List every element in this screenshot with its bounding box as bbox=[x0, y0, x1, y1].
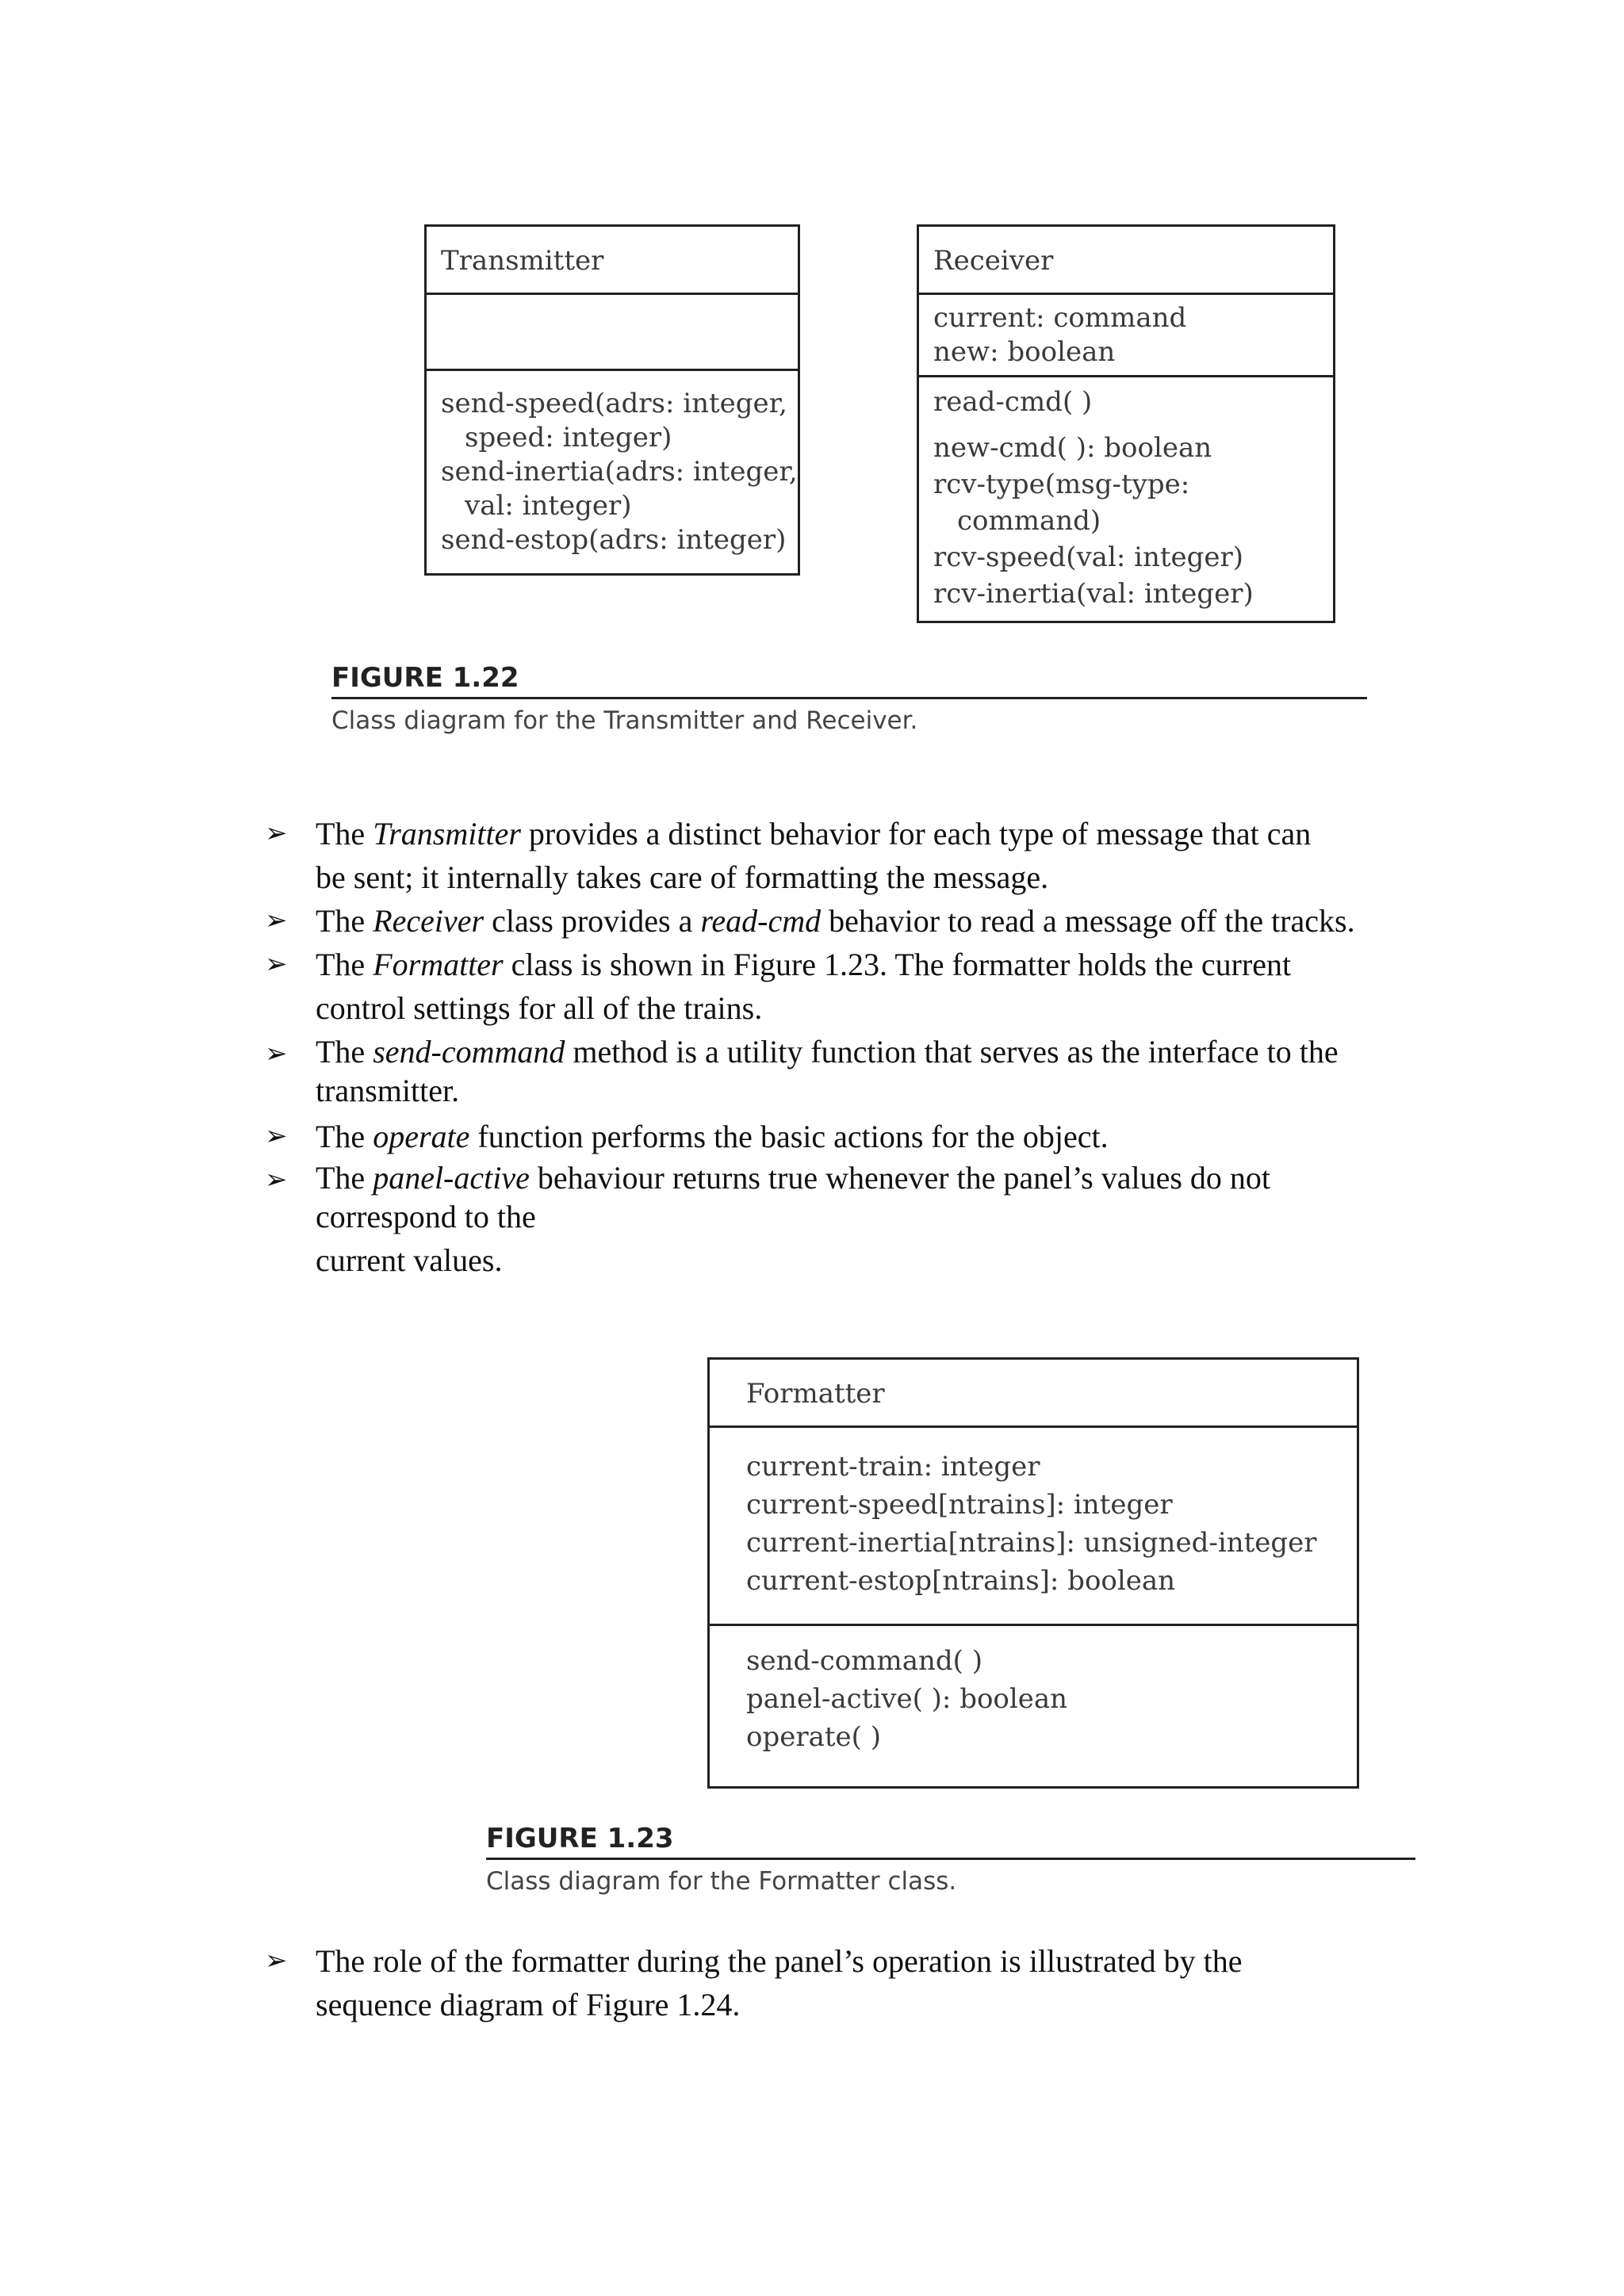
figure-1-22-caption bbox=[331, 662, 1367, 736]
formatter-operation: send-command( ) bbox=[746, 1645, 982, 1677]
formatter-class-name: Formatter bbox=[746, 1378, 885, 1410]
bullet-arrow-icon: ➢ bbox=[265, 948, 288, 980]
bullet-text: be sent; it internally takes care of formatting the message. bbox=[316, 859, 1049, 895]
receiver-attributes-section bbox=[919, 293, 1333, 375]
receiver-operation: rcv-speed(val: integer) bbox=[933, 541, 1244, 573]
bullet-arrow-icon: ➢ bbox=[265, 1945, 288, 1976]
bullet-text: control settings for all of the trains. bbox=[316, 990, 763, 1026]
bullet-arrow-icon: ➢ bbox=[265, 817, 288, 849]
transmitter-operation: send-speed(adrs: integer, bbox=[441, 388, 787, 419]
formatter-attribute: current-train: integer bbox=[746, 1451, 1040, 1483]
list-item bbox=[265, 943, 1399, 1030]
bullet-text: The bbox=[316, 816, 373, 851]
bullet-text: method is a utility function that serves as the interface to the bbox=[565, 1034, 1339, 1070]
formatter-attributes-section bbox=[710, 1425, 1357, 1624]
bullet-emphasis: read-cmd bbox=[700, 903, 822, 939]
bullet-text: The bbox=[316, 1119, 373, 1154]
bullet-arrow-icon: ➢ bbox=[265, 1164, 288, 1196]
bullet-emphasis: Transmitter bbox=[373, 816, 521, 851]
list-item bbox=[265, 1032, 1399, 1110]
bullet-text: correspond to the bbox=[316, 1199, 536, 1234]
formatter-operation: panel-active( ): boolean bbox=[746, 1683, 1068, 1715]
formatter-operation: operate( ) bbox=[746, 1721, 881, 1753]
list-item bbox=[265, 1939, 1399, 2026]
bullet-text: class provides a bbox=[484, 903, 701, 939]
figure-1-22-number: FIGURE 1.22 bbox=[331, 662, 519, 694]
list-item bbox=[265, 1158, 1399, 1280]
formatter-operations-section bbox=[710, 1624, 1357, 1756]
bullet-text: class is shown in Figure 1.23. The formatter holds the current bbox=[503, 947, 1292, 982]
transmitter-operation: speed: integer) bbox=[465, 422, 672, 453]
figure-1-22-rule bbox=[331, 697, 1367, 699]
bullet-text: The role of the formatter during the panel’s operation is illustrated by the bbox=[316, 1943, 1243, 1979]
transmitter-attributes-section bbox=[427, 293, 798, 369]
transmitter-operation: val: integer) bbox=[465, 490, 632, 522]
figure-1-23-caption-text: Class diagram for the Formatter class. bbox=[486, 1867, 957, 1896]
formatter-class-box bbox=[707, 1357, 1359, 1789]
bullet-text: function performs the basic actions for the object. bbox=[469, 1119, 1109, 1154]
bullet-text: The bbox=[316, 1034, 373, 1070]
receiver-operation: new-cmd( ): boolean bbox=[933, 432, 1212, 464]
bullet-emphasis: operate bbox=[373, 1119, 470, 1154]
bullet-text: transmitter. bbox=[316, 1073, 460, 1108]
bullet-text: current values. bbox=[316, 1242, 503, 1278]
bullet-list-1 bbox=[265, 812, 1399, 1280]
bullet-emphasis: panel-active bbox=[373, 1160, 530, 1196]
bullet-text: sequence diagram of Figure 1.24. bbox=[316, 1987, 741, 2022]
bullet-arrow-icon: ➢ bbox=[265, 905, 288, 936]
bullet-text: behaviour returns true whenever the panel’s values do not bbox=[529, 1160, 1271, 1196]
bullet-emphasis: send-command bbox=[373, 1034, 565, 1070]
transmitter-class-box bbox=[424, 224, 800, 576]
receiver-operation: command) bbox=[957, 505, 1101, 537]
formatter-attribute: current-inertia[ntrains]: unsigned-integer bbox=[746, 1527, 1317, 1559]
receiver-attribute: new: boolean bbox=[933, 336, 1116, 368]
receiver-operation: rcv-type(msg-type: bbox=[933, 469, 1190, 500]
figure-1-22-caption-text: Class diagram for the Transmitter and Receiver. bbox=[331, 706, 918, 735]
receiver-operations-section bbox=[919, 375, 1333, 612]
formatter-attribute: current-speed[ntrains]: integer bbox=[746, 1489, 1173, 1521]
bullet-emphasis: Formatter bbox=[373, 947, 504, 982]
bullet-text: behavior to read a message off the tracks. bbox=[821, 903, 1355, 939]
figure-1-23-number: FIGURE 1.23 bbox=[486, 1823, 674, 1854]
formatter-attribute: current-estop[ntrains]: boolean bbox=[746, 1565, 1176, 1597]
bullet-text: The bbox=[316, 903, 373, 939]
bullet-emphasis: Receiver bbox=[373, 903, 485, 939]
bullet-text: The bbox=[316, 947, 373, 982]
formatter-name-section bbox=[710, 1360, 1357, 1425]
bullet-list-2 bbox=[265, 1939, 1399, 2026]
receiver-name-section bbox=[919, 227, 1333, 293]
list-item bbox=[265, 1115, 1399, 1158]
receiver-class-name: Receiver bbox=[933, 245, 1054, 277]
transmitter-class-name: Transmitter bbox=[441, 245, 604, 277]
receiver-operation: read-cmd( ) bbox=[933, 386, 1093, 418]
transmitter-name-section bbox=[427, 227, 798, 293]
list-item bbox=[265, 899, 1399, 943]
figure-1-23-caption bbox=[486, 1823, 1415, 1896]
list-item bbox=[265, 812, 1399, 899]
bullet-text: provides a distinct behavior for each type of message that can bbox=[520, 816, 1312, 851]
receiver-operation: rcv-inertia(val: integer) bbox=[933, 578, 1254, 610]
receiver-attribute: current: command bbox=[933, 302, 1187, 334]
transmitter-operation: send-inertia(adrs: integer, bbox=[441, 456, 798, 488]
figure-1-23-rule bbox=[486, 1858, 1415, 1860]
transmitter-operation: send-estop(adrs: integer) bbox=[441, 524, 787, 556]
bullet-arrow-icon: ➢ bbox=[265, 1038, 288, 1070]
bullet-arrow-icon: ➢ bbox=[265, 1120, 288, 1152]
transmitter-operations-section bbox=[427, 369, 798, 557]
bullet-text: The bbox=[316, 1160, 373, 1196]
receiver-class-box bbox=[917, 224, 1335, 623]
